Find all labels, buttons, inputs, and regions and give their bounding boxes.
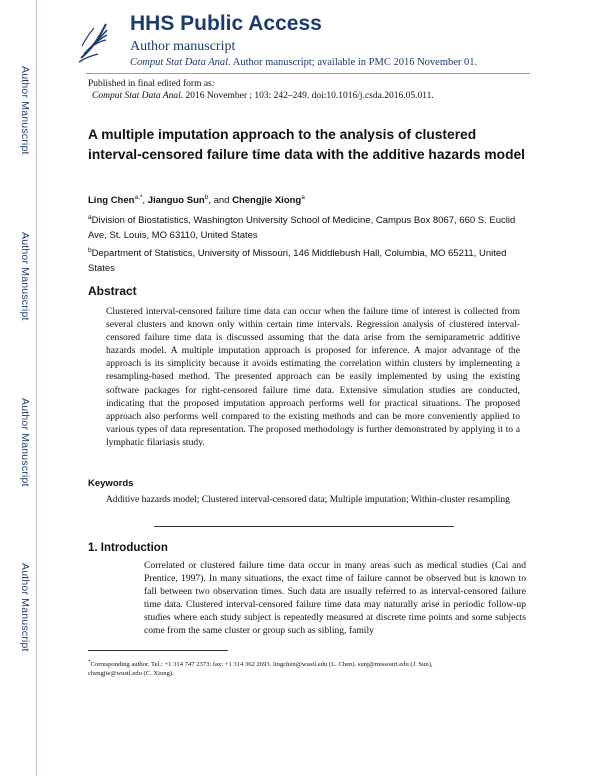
header-journal: Comput Stat Data Anal. (130, 57, 231, 68)
author-separator: , (142, 195, 148, 207)
author-name: Chengjie Xiong (232, 195, 302, 207)
author-sup: a (301, 194, 305, 201)
header-rule (86, 73, 530, 74)
published-label: Published in final edited form as: (88, 79, 215, 89)
sidebar-label-author-manuscript: Author Manuscript (19, 66, 31, 155)
keywords-text: Additive hazards model; Clustered interval-censored data; Multiple imputation; Within-cluster resampling (106, 495, 510, 505)
sidebar-divider (36, 0, 37, 776)
author-name: Ling Chen (88, 195, 135, 207)
sidebar-label-author-manuscript: Author Manuscript (19, 232, 31, 321)
publication-journal: Comput Stat Data Anal. (92, 91, 184, 101)
header-citation (130, 57, 477, 68)
affiliation (88, 210, 528, 243)
publication-details: 2016 November ; 103: 242–249. doi:10.1016/j.csda.2016.05.011. (185, 91, 434, 101)
footnote-text: Corresponding author. Tel.: +1 314 747 2373; fax: +1 314 362 2693. lingchen@wustl.edu (L. Chen). sunj@missouri.edu (J. Sun), chengjie@wustl.edu (C. Xiong). (88, 661, 433, 678)
sidebar-label-author-manuscript: Author Manuscript (19, 398, 31, 487)
header-subtitle: Author manuscript (130, 39, 236, 54)
abstract-heading: Abstract (88, 284, 137, 298)
keywords-heading: Keywords (88, 478, 134, 489)
publication-citation (92, 91, 434, 101)
header-availability: Author manuscript; available in PMC 2016 November 01. (232, 57, 478, 68)
section-divider (154, 526, 454, 527)
author-list (88, 194, 305, 206)
hhs-eagle-logo-icon (76, 18, 110, 64)
affiliation (88, 243, 528, 276)
footnote-mark: * (88, 660, 91, 665)
author-separator: , and (208, 195, 233, 207)
intro-heading: 1. Introduction (88, 542, 168, 554)
abstract-text: Clustered interval-censored failure time data can occur when the failure time of interest is collected from several clusters and known only within certain time intervals. Regression analysis of clustered interval-censored failure time data is discussed assuming that the data arise from the semiparametric additive hazards model. A multiple imputation approach is proposed for inference. A major advantage of the approach is its simplicity because it avoids estimating the correlation within clusters by implementing a resampling-based method. The presented approach can be easily implemented by using the existing software packages for right-censored failure time data. Extensive simulation studies are conducted, indicating that the proposed imputation approach performs well for practical situations. The proposed approach also performs well compared to the existing methods and can be more conveniently applied to various types of data representation. The proposed methodology is further demonstrated by applying it to a lymphatic filariasis study. (106, 306, 520, 448)
affiliation-text: Division of Biostatistics, Washington University School of Medicine, Campus Box 8067, 660 S. Euclid Ave, St. Louis, MO 63110, United States (88, 215, 516, 242)
intro-text: Correlated or clustered failure time data occur in many areas such as medical studies (Cai and Prentice, 1997). In many situations, the exact time of failure cannot be observed but is known to fall between two observation times. Such data are usually referred to as interval-censored failure time data. Clustered interval-censored failure time data may naturally arise in periodic follow-up studies where each study subject is repeatedly measured at discrete time points and some subjects come from the same cluster or group such as sibling, family (144, 560, 526, 637)
footnote-rule (88, 650, 228, 651)
header-title: HHS Public Access (130, 12, 322, 35)
affiliation-mark: a (88, 214, 92, 221)
affiliation-text: Department of Statistics, University of Missouri, 146 Middlebush Hall, Columbia, MO 65211, United States (88, 248, 507, 275)
sidebar-label-author-manuscript: Author Manuscript (19, 563, 31, 652)
article-title: A multiple imputation approach to the analysis of clustered interval-censored failure time data with the additive hazards model (88, 127, 526, 162)
author-sup: b (204, 194, 209, 201)
footnote (88, 658, 488, 678)
author-name: Jianguo Sun (147, 195, 205, 207)
affiliation-mark: b (88, 247, 92, 254)
author-sup: a,* (134, 194, 143, 201)
